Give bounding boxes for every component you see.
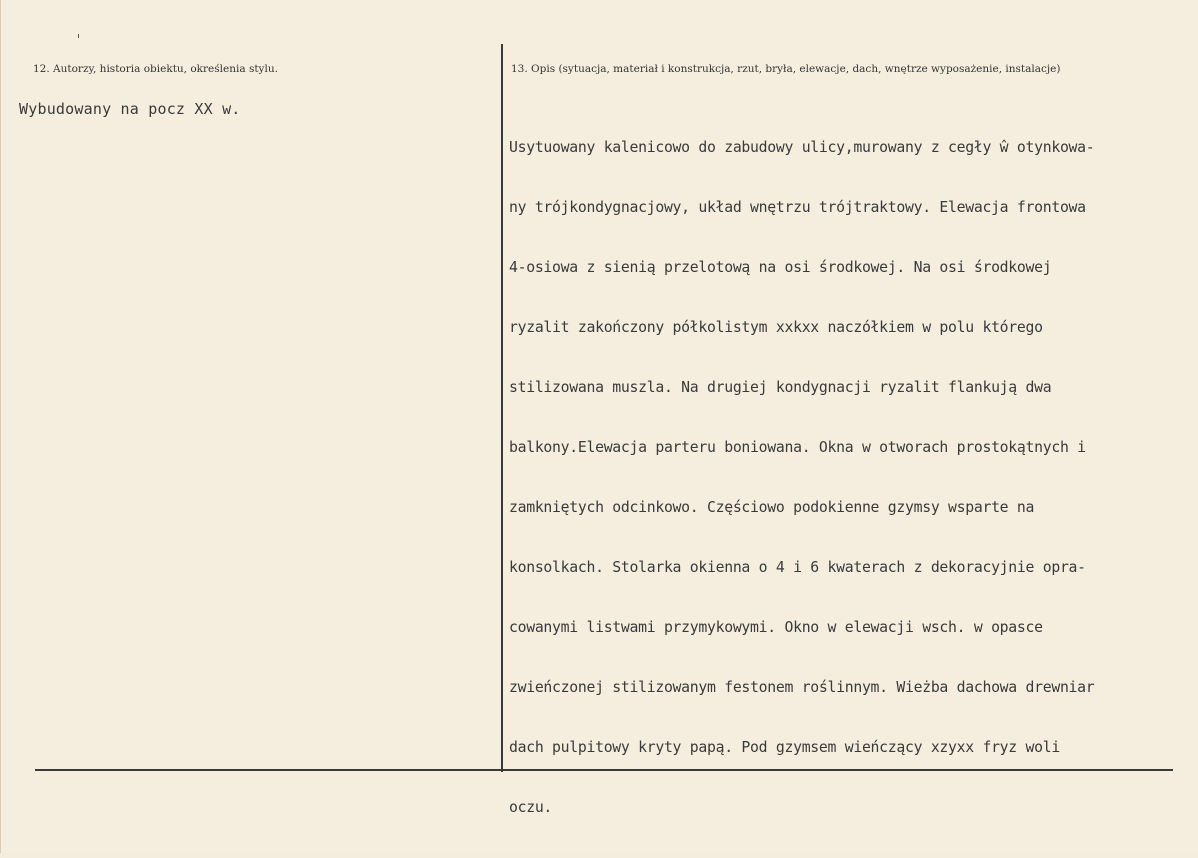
text-line: konsolkach. Stolarka okienna o 4 i 6 kwaterach z dekoracyjnie opra- (509, 559, 1086, 576)
text-line: 4-osiowa z sienią przelotową na osi środkowej. Na osi środkowej (509, 259, 1052, 276)
text-line: cowanymi listwami przymykowymi. Okno w elewacji wsch. w opasce (509, 619, 1043, 636)
text-line: Usytuowany kalenicowo do zabudowy ulicy,murowany z cegły ŵ otynkowa- (509, 139, 1095, 156)
text-line: stilizowana muszla. Na drugiej kondygnacji ryzalit flankują dwa (509, 379, 1052, 396)
section-12-text: Wybudowany na pocz XX w. (19, 100, 241, 118)
text-line: ryzalit zakończony półkolistym xxkxx naczółkiem w polu którego (509, 319, 1043, 336)
section-13-text (509, 98, 1094, 858)
section-13-label: 13. Opis (sytuacja, materiał i konstrukcja, rzut, bryła, elewacje, dach, wnętrze wyposażenie, instalacje) (511, 63, 1061, 75)
column-divider (501, 44, 503, 772)
text-line: zwieńczonej stilizowanym festonem roślinnym. Wieżba dachowa drewniar (509, 679, 1095, 696)
section-12-label: 12. Autorzy, historia obiektu, określenia stylu. (33, 63, 278, 75)
text-line: ny trójkondygnacjowy, układ wnętrzu trójtraktowy. Elewacja frontowa (509, 199, 1086, 216)
text-line: oczu. (509, 799, 553, 816)
tick-mark (78, 34, 79, 38)
text-line: dach pulpitowy kryty papą. Pod gzymsem wieńczący xzyxx fryz woli (509, 739, 1060, 756)
text-line: zamkniętych odcinkowo. Częściowo podokienne gzymsy wsparte na (509, 499, 1035, 516)
text-line: balkony.Elewacja parteru boniowana. Okna w otworach prostokątnych i (509, 439, 1086, 456)
